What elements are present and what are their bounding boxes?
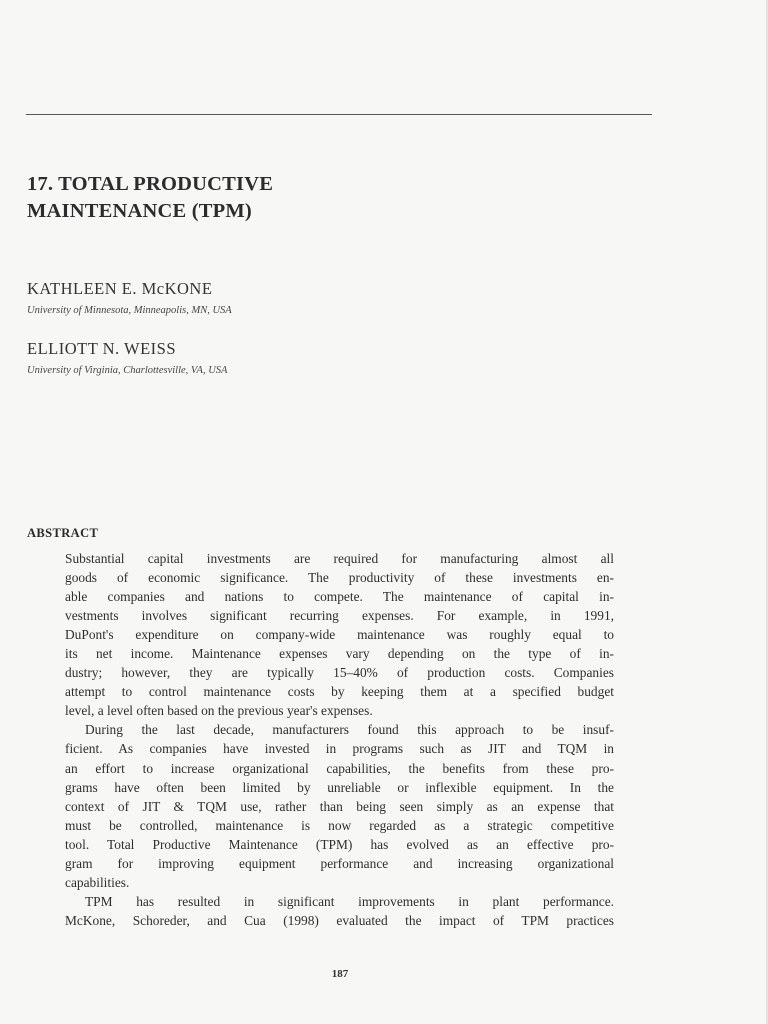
text-line: vestments involves significant recurring expenses. For example, in 1991, xyxy=(65,608,614,624)
text-line: Substantial capital investments are required for manufacturing almost all xyxy=(65,551,614,566)
text-line: an effort to increase organizational capabilities, the benefits from these pro- xyxy=(65,760,614,776)
text-line: tool. Total Productive Maintenance (TPM) has evolved as an effective pro- xyxy=(65,836,614,852)
text-line: ficient. As companies have invested in programs such as JIT and TQM in xyxy=(65,741,614,757)
text-line: context of JIT & TQM use, rather than being seen simply as an expense that xyxy=(65,798,614,814)
text-line: grams have often been limited by unreliable or inflexible equipment. In the xyxy=(65,779,614,795)
header-rule xyxy=(26,114,652,115)
abstract-paragraph-1 xyxy=(65,549,614,720)
text-line: able companies and nations to compete. The maintenance of capital in- xyxy=(65,589,614,605)
abstract-heading: ABSTRACT xyxy=(27,526,99,540)
chapter-title-line-2: MAINTENANCE (TPM) xyxy=(27,200,252,222)
author-name-2: ELLIOTT N. WEISS xyxy=(27,339,176,358)
text-line: dustry; however, they are typically 15–40% of production costs. Companies xyxy=(65,665,614,681)
text-line: goods of economic significance. The productivity of these investments en- xyxy=(65,570,614,586)
abstract-paragraph-3 xyxy=(65,892,614,930)
author-name-1: KATHLEEN E. McKONE xyxy=(27,279,213,298)
abstract-paragraph-2 xyxy=(65,720,614,891)
text-line: its net income. Maintenance expenses vary depending on the type of in- xyxy=(65,646,614,662)
page-number: 187 xyxy=(331,968,349,980)
abstract-body xyxy=(65,549,614,930)
text-line: During the last decade, manufacturers found this approach to be insuf- xyxy=(85,722,614,738)
text-line: capabilities. xyxy=(65,874,130,890)
text-line: DuPont's expenditure on company-wide maintenance was roughly equal to xyxy=(65,627,614,643)
text-line: TPM has resulted in significant improvements in plant performance. xyxy=(85,893,614,909)
text-line: gram for improving equipment performance and increasing organizational xyxy=(65,855,614,871)
author-affiliation-2: University of Virginia, Charlottesville, VA, USA xyxy=(27,365,228,376)
chapter-title xyxy=(27,171,447,225)
text-line: McKone, Schoreder, and Cua (1998) evaluated the impact of TPM practices xyxy=(65,912,614,928)
text-line: level, a level often based on the previous year's expenses. xyxy=(65,703,373,719)
text-line: attempt to control maintenance costs by keeping them at a specified budget xyxy=(65,684,614,700)
chapter-title-line-1: 17. TOTAL PRODUCTIVE xyxy=(27,173,274,195)
text-line: must be controlled, maintenance is now regarded as a strategic competitive xyxy=(65,817,614,833)
author-affiliation-1: University of Minnesota, Minneapolis, MN, USA xyxy=(27,305,232,316)
